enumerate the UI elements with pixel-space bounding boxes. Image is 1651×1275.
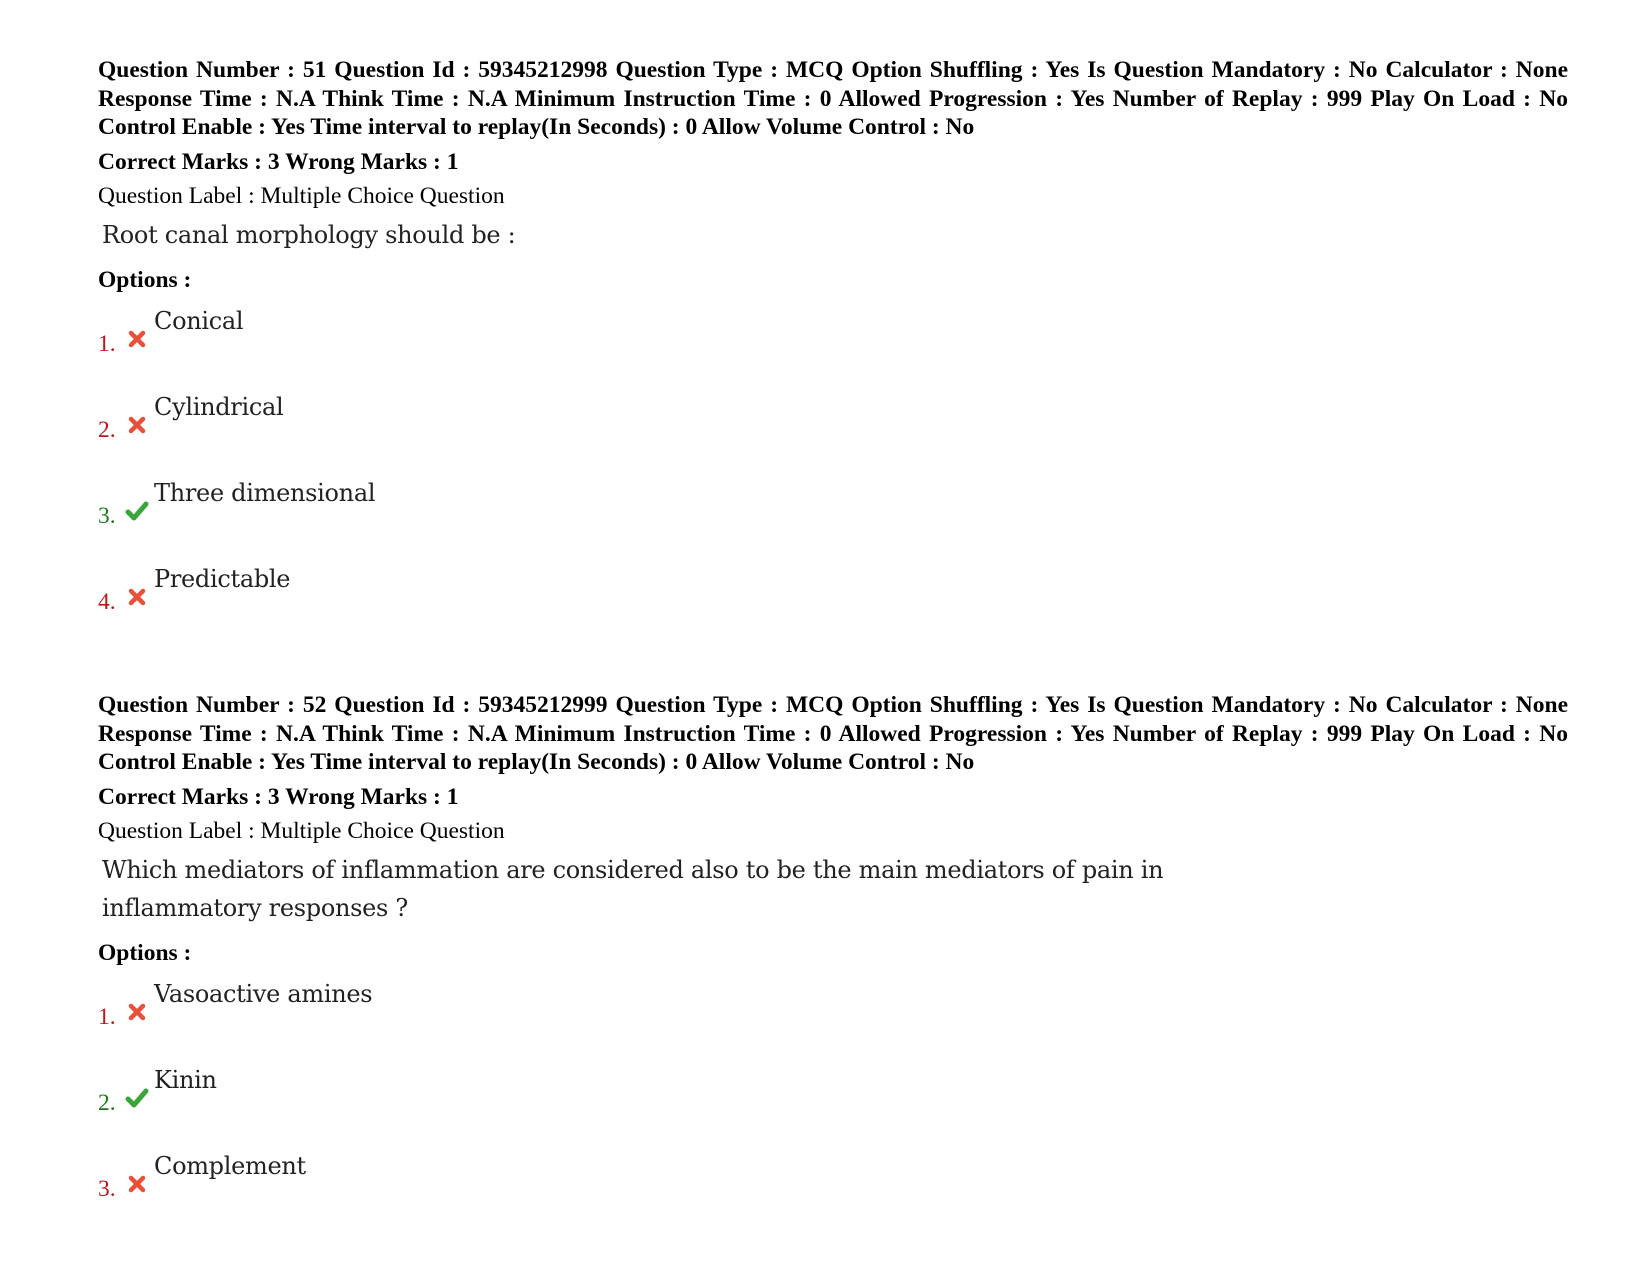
question-text — [98, 851, 1568, 927]
check-icon — [124, 1085, 150, 1111]
question-block-52 — [98, 691, 1568, 1235]
option-item — [98, 476, 1568, 562]
option-item — [98, 390, 1568, 476]
options-list — [98, 977, 1568, 1235]
options-heading: Options : — [98, 266, 192, 293]
option-number: 1. — [98, 1003, 116, 1030]
question-marks: Correct Marks : 3 Wrong Marks : 1 — [98, 148, 459, 175]
option-text: Cylindrical — [154, 392, 284, 421]
question-block-51 — [98, 56, 1568, 648]
option-text: Vasoactive amines — [154, 979, 373, 1008]
option-item — [98, 304, 1568, 390]
option-number: 3. — [98, 502, 116, 529]
question-meta: Question Number : 52 Question Id : 59345212999 Question Type : MCQ Option Shuffling : Yes Is Question Mandatory : No Calculator : None Response Time : N.A Think Time : N.A Minimum Instruction Time : 0 Allowed Progression : Yes Number of Replay : 999 Play On Load : No Control Enable : Yes Time interval to replay(In Seconds) : 0 Allow Volume Control : No — [98, 692, 1568, 775]
option-number: 3. — [98, 1175, 116, 1202]
option-item — [98, 562, 1568, 648]
cross-icon — [124, 584, 150, 610]
option-text: Three dimensional — [154, 478, 376, 507]
check-icon — [124, 498, 150, 524]
option-text: Kinin — [154, 1065, 217, 1094]
option-number: 1. — [98, 330, 116, 357]
cross-icon — [124, 999, 150, 1025]
option-item — [98, 977, 1568, 1063]
option-number: 2. — [98, 1089, 116, 1116]
option-text: Conical — [154, 306, 244, 335]
question-label: Question Label : Multiple Choice Question — [98, 817, 505, 844]
cross-icon — [124, 1171, 150, 1197]
option-number: 4. — [98, 588, 116, 615]
question-text: Root canal morphology should be : — [102, 220, 516, 249]
option-number: 2. — [98, 416, 116, 443]
question-label: Question Label : Multiple Choice Question — [98, 182, 505, 209]
option-item — [98, 1149, 1568, 1235]
option-text: Predictable — [154, 564, 291, 593]
question-meta: Question Number : 51 Question Id : 59345212998 Question Type : MCQ Option Shuffling : Yes Is Question Mandatory : No Calculator : None Response Time : N.A Think Time : N.A Minimum Instruction Time : 0 Allowed Progression : Yes Number of Replay : 999 Play On Load : No Control Enable : Yes Time interval to replay(In Seconds) : 0 Allow Volume Control : No — [98, 57, 1568, 140]
option-text: Complement — [154, 1151, 306, 1180]
options-list — [98, 304, 1568, 648]
options-heading: Options : — [98, 939, 192, 966]
question-marks: Correct Marks : 3 Wrong Marks : 1 — [98, 783, 459, 810]
cross-icon — [124, 326, 150, 352]
question-text-line: Which mediators of inflammation are considered also to be the main mediators of pain in — [102, 855, 1164, 884]
option-item — [98, 1063, 1568, 1149]
question-text-line: inflammatory responses ? — [102, 893, 408, 922]
cross-icon — [124, 412, 150, 438]
